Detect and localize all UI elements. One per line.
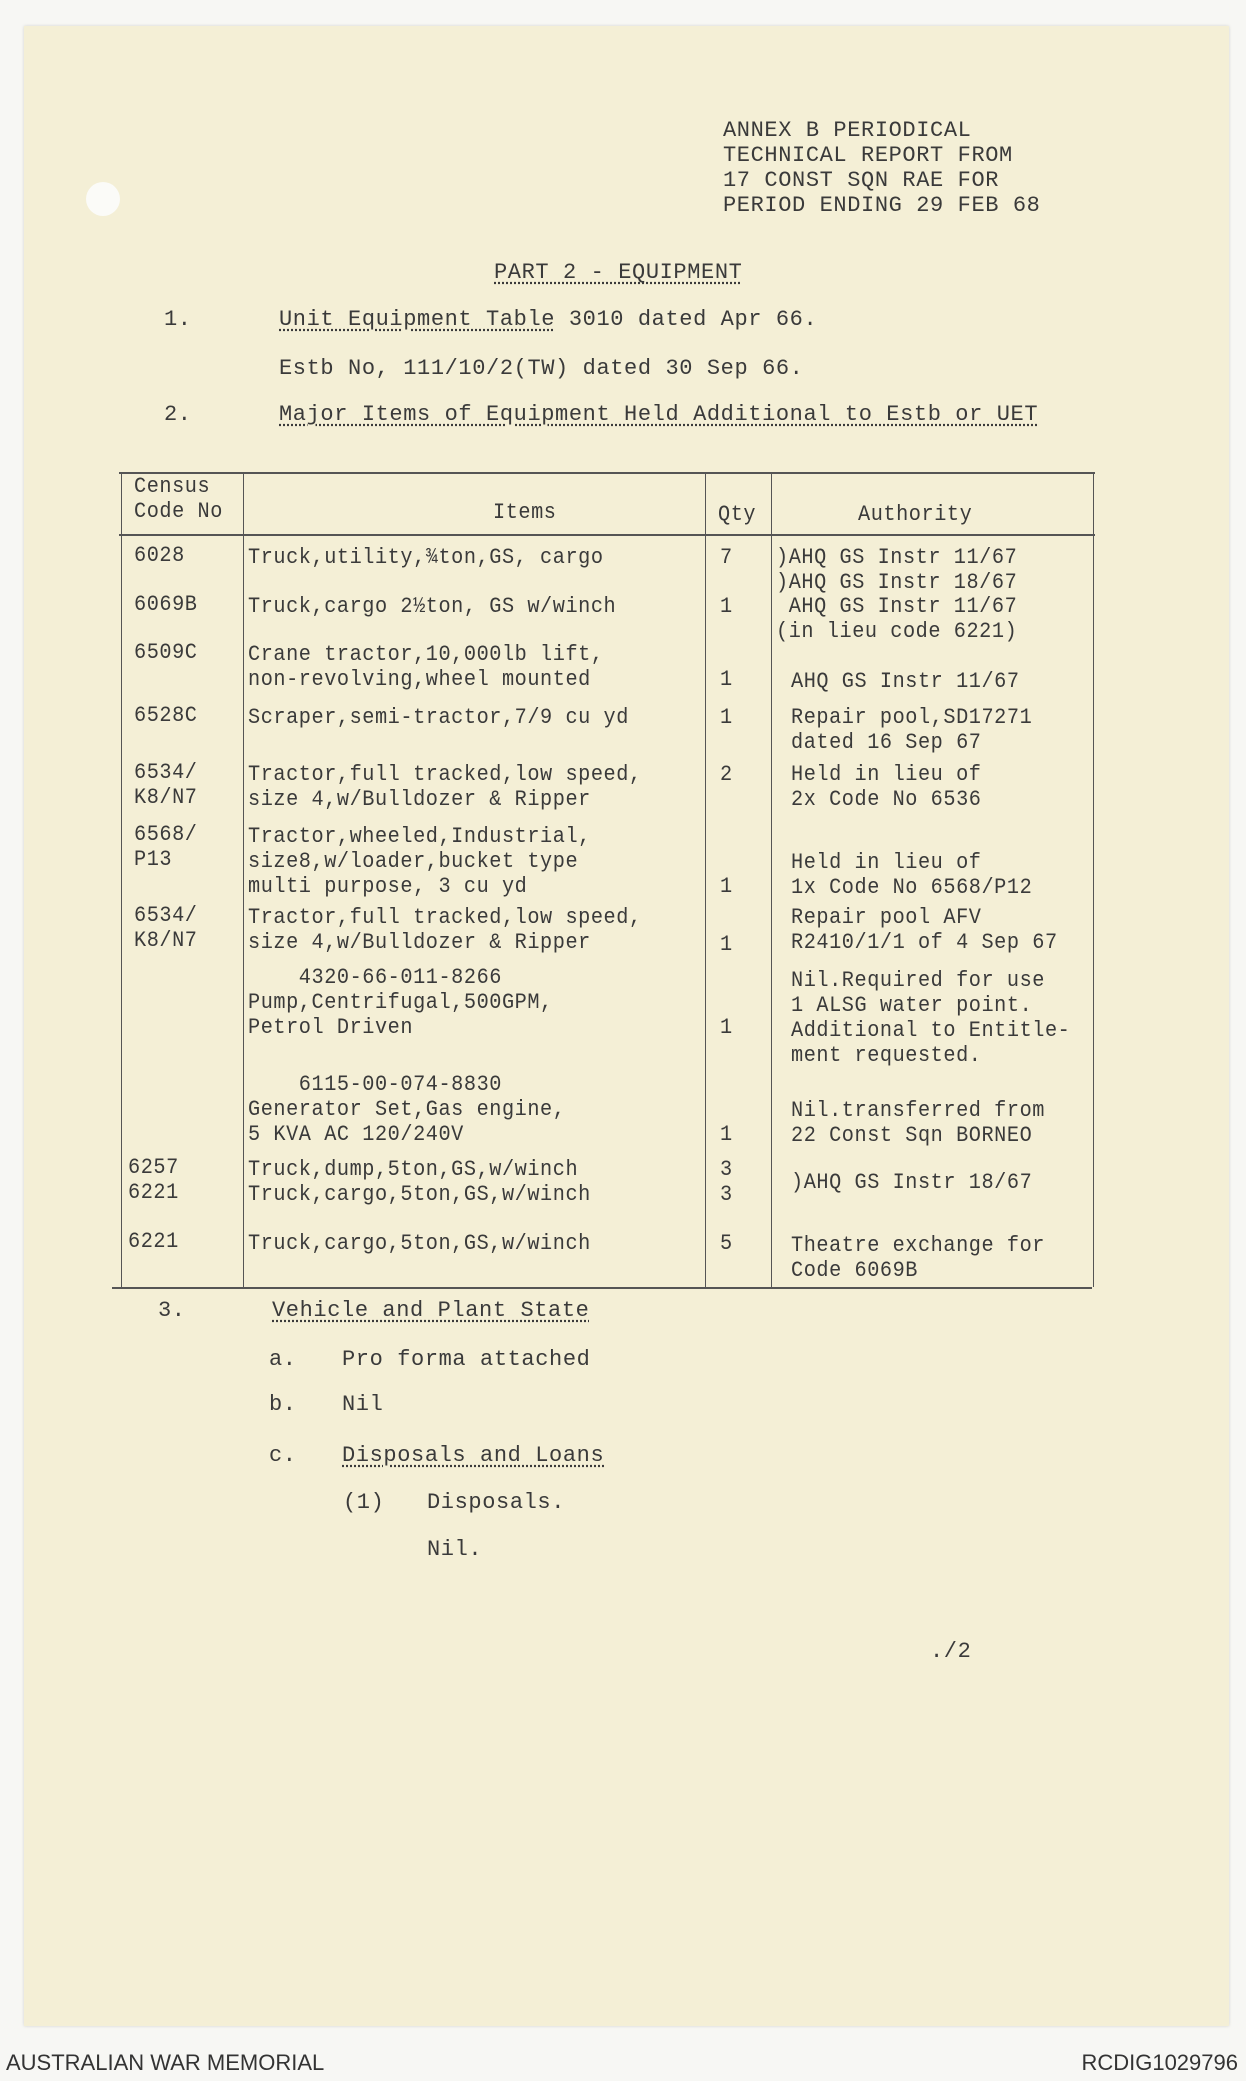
- item-a-text: Pro forma attached: [342, 1347, 591, 1372]
- item: 4320-66-011-8266 Pump,Centrifugal,500GPM, Petrol Driven: [248, 965, 553, 1040]
- annex-heading: ANNEX B PERIODICAL TECHNICAL REPORT FROM 17 CONST SQN RAE FOR PERIOD ENDING 29 FEB 68: [723, 118, 1041, 218]
- item-b-text: Nil: [342, 1392, 384, 1417]
- item: Tractor,full tracked,low speed, size 4,w/Bulldozer & Ripper: [248, 762, 642, 812]
- punch-hole: [86, 182, 120, 216]
- item: Tractor,full tracked,low speed, size 4,w/Bulldozer & Ripper: [248, 905, 642, 955]
- qty: 1: [720, 705, 733, 730]
- authority: Repair pool AFV R2410/1/1 of 4 Sep 67: [791, 905, 1058, 955]
- page-continuation: ./2: [930, 1639, 972, 1664]
- qty: 3 3: [720, 1157, 733, 1207]
- sub-item-number: (1): [343, 1490, 385, 1515]
- authority: Nil.Required for use 1 ALSG water point. Additional to Entitle- ment requested.: [791, 968, 1071, 1068]
- authority: AHQ GS Instr 11/67 (in lieu code 6221): [776, 594, 1018, 644]
- authority: )AHQ GS Instr 18/67: [791, 1170, 1033, 1195]
- para-2-heading: Major Items of Equipment Held Additional to Estb or UET: [279, 402, 1039, 427]
- para-1-line: [279, 307, 817, 332]
- estb-line: Estb No, 111/10/2(TW) dated 30 Sep 66.: [279, 356, 804, 381]
- header-qty: Qty: [718, 502, 757, 527]
- authority: AHQ GS Instr 11/67: [791, 669, 1020, 694]
- qty: 1: [720, 1015, 733, 1040]
- qty: 1: [720, 874, 733, 899]
- item-c-number: c.: [269, 1443, 297, 1468]
- sub-item-text: Nil.: [427, 1537, 483, 1562]
- uet-text: 3010 dated Apr 66.: [555, 307, 818, 332]
- census-code: 6509C: [134, 640, 198, 665]
- census-code: 6534/ K8/N7: [134, 760, 198, 810]
- item-c-heading: Disposals and Loans: [342, 1443, 605, 1468]
- qty: 1: [720, 1122, 733, 1147]
- authority: Repair pool,SD17271 dated 16 Sep 67: [791, 705, 1033, 755]
- census-code: 6528C: [134, 703, 198, 728]
- census-code: 6568/ P13: [134, 822, 198, 872]
- authority: )AHQ GS Instr 11/67 )AHQ GS Instr 18/67: [776, 545, 1018, 595]
- part-title: PART 2 - EQUIPMENT: [494, 260, 743, 285]
- para-1-number: 1.: [164, 307, 192, 332]
- item: Scraper,semi-tractor,7/9 cu yd: [248, 705, 629, 730]
- uet-label: Unit Equipment Table: [279, 307, 556, 332]
- census-code: 6534/ K8/N7: [134, 903, 198, 953]
- census-code: 6257 6221: [128, 1155, 179, 1205]
- para-3-heading: Vehicle and Plant State: [272, 1298, 590, 1323]
- item-a-number: a.: [269, 1347, 297, 1372]
- item: Truck,utility,¾ton,GS, cargo: [248, 545, 604, 570]
- authority: Held in lieu of 2x Code No 6536: [791, 762, 982, 812]
- census-code: 6221: [128, 1229, 179, 1254]
- item: Tractor,wheeled,Industrial, size8,w/loader,bucket type multi purpose, 3 cu yd: [248, 824, 591, 899]
- census-code: 6028: [134, 543, 185, 568]
- qty: 1: [720, 594, 733, 619]
- footer-source: AUSTRALIAN WAR MEMORIAL: [6, 2050, 325, 2075]
- para-2-number: 2.: [164, 402, 192, 427]
- authority: Nil.transferred from 22 Const Sqn BORNEO: [791, 1098, 1045, 1148]
- item: Truck,cargo,5ton,GS,w/winch: [248, 1231, 591, 1256]
- item: 6115-00-074-8830 Generator Set,Gas engine, 5 KVA AC 120/240V: [248, 1072, 566, 1147]
- item: Truck,dump,5ton,GS,w/winch Truck,cargo,5ton,GS,w/winch: [248, 1157, 591, 1207]
- qty: 2: [720, 762, 733, 787]
- authority: Theatre exchange for Code 6069B: [791, 1233, 1045, 1283]
- sub-item-heading: Disposals.: [427, 1490, 566, 1515]
- header-authority: Authority: [858, 502, 973, 527]
- qty: 5: [720, 1231, 733, 1256]
- item: Truck,cargo 2½ton, GS w/winch: [248, 594, 617, 619]
- item-b-number: b.: [269, 1392, 297, 1417]
- census-code: 6069B: [134, 592, 198, 617]
- para-3-number: 3.: [158, 1298, 186, 1323]
- qty: 7: [720, 545, 733, 570]
- qty: 1: [720, 667, 733, 692]
- item: Crane tractor,10,000lb lift, non-revolving,wheel mounted: [248, 642, 604, 692]
- header-items: Items: [493, 500, 557, 525]
- qty: 1: [720, 932, 733, 957]
- header-census-code: Census Code No: [134, 474, 223, 524]
- authority: Held in lieu of 1x Code No 6568/P12: [791, 850, 1033, 900]
- footer-id: RCDIG1029796: [1081, 2050, 1238, 2075]
